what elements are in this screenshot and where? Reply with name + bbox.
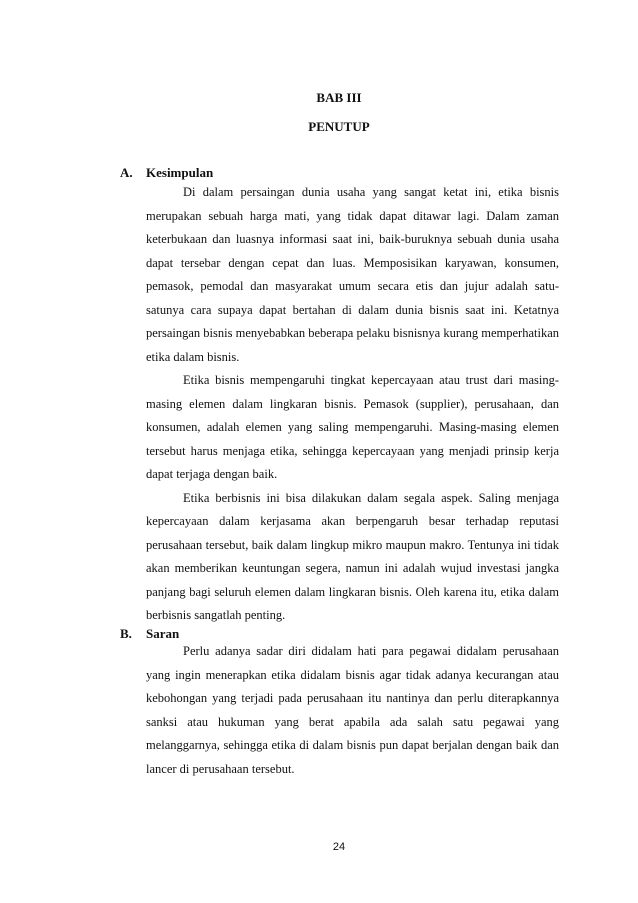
section-a-body [146, 181, 559, 628]
section-a-title: Kesimpulan [146, 165, 214, 180]
section-a-letter: A. [120, 165, 133, 180]
chapter-title: PENUTUP [308, 119, 370, 134]
section-b-body [146, 640, 559, 781]
paragraph: Etika berbisnis ini bisa dilakukan dalam segala aspek. Saling menjaga kepercayaan dalam kerjasama akan berpengaruh besar terhadap reputasi perusahaan tersebut, baik dalam lingkup mikro maupun makro. Tentunya ini tidak akan memberikan keuntungan segera, namun ini adalah wujud investasi jangka panjang bagi seluruh elemen dalam lingkaran bisnis. Oleh karena itu, etika dalam berbisnis sangatlah penting. [146, 490, 559, 622]
section-b-title: Saran [146, 626, 180, 641]
paragraph: Etika bisnis mempengaruhi tingkat kepercayaan atau trust dari masing-masing elemen dalam lingkaran bisnis. Pemasok (supplier), perusahaan, dan konsumen, adalah elemen yang saling mempengaruhi. Masing-masing elemen tersebut harus menjaga etika, sehingga kepercayaan yang menjadi prinsip kerja dapat terjaga dengan baik. [146, 373, 559, 481]
paragraph: Di dalam persaingan dunia usaha yang sangat ketat ini, etika bisnis merupakan sebuah harga mati, yang tidak dapat ditawar lagi. Dalam zaman keterbukaan dan luasnya informasi saat ini, baik-buruknya sebuah dunia usaha dapat tersebar dengan cepat dan luas. Memposisikan karyawan, konsumen, pemasok, pemodal dan masyarakat umum secara etis dan jujur adalah satu-satunya cara supaya dapat bertahan di dalam dunia bisnis saat ini. Ketatnya persaingan bisnis menyebabkan beberapa pelaku bisnisnya kurang memperhatikan etika dalam bisnis. [146, 185, 559, 364]
paragraph: Perlu adanya sadar diri didalam hati para pegawai didalam perusahaan yang ingin menerapkan etika didalam bisnis agar tidak adanya kecurangan atau kebohongan yang terjadi pada perusahaan itu nantinya dan perlu diterapkannya sanksi atau hukuman yang berat apabila ada salah satu pegawai yang melanggarnya, sehingga etika di dalam bisnis pun dapat berjalan dengan baik dan lancer di perusahaan tersebut. [146, 644, 559, 776]
chapter-number: BAB III [316, 90, 362, 105]
page-number: 24 [332, 841, 346, 853]
section-a-heading [120, 165, 213, 181]
section-b-letter: B. [120, 626, 132, 641]
